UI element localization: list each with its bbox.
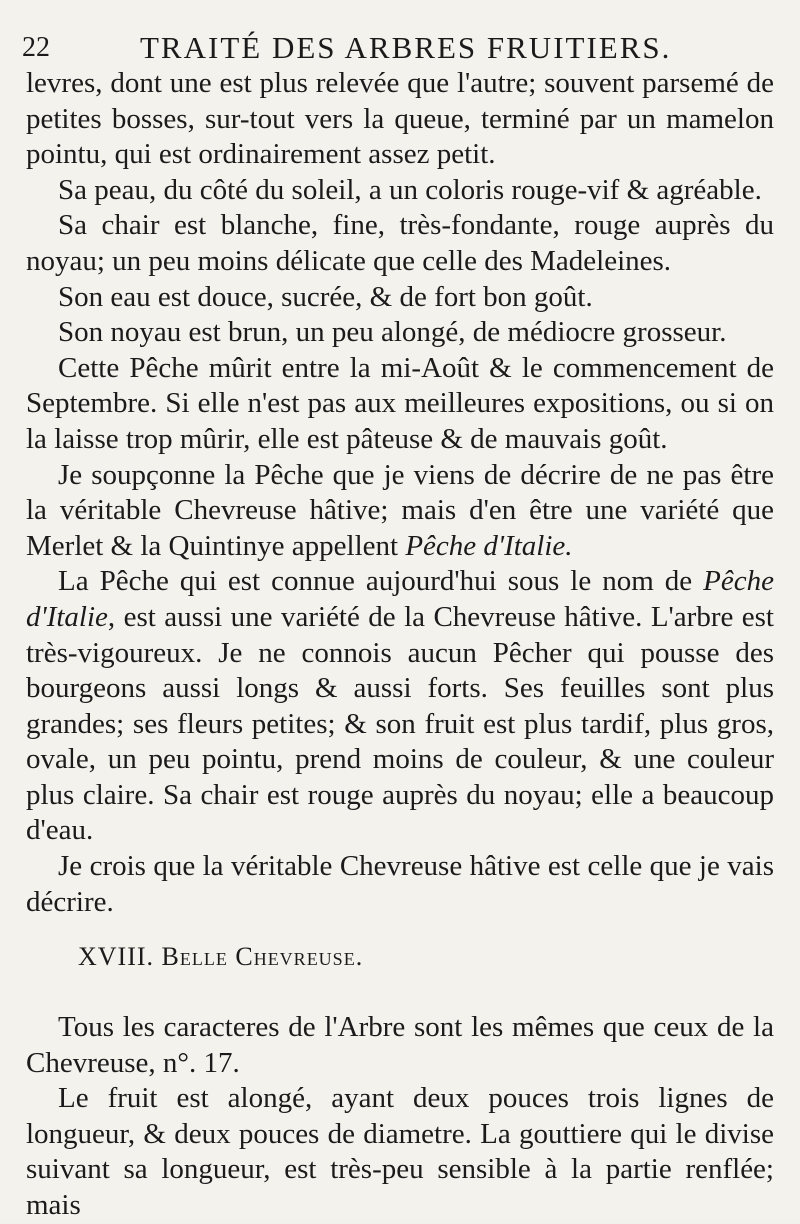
paragraph-text: , est aussi une variété de la Chevreuse hâtive. L'arbre est très-vigoureux. Je ne connois aucun Pêcher qui pousse des bourgeons aussi longs & aussi forts. Ses feuilles sont plus grandes; ses fleurs petites; & son fruit est plus tardif, plus gros, ovale, un peu pointu, prend moins de couleur, & une couleur plus claire. Sa chair est rouge auprès du noyau; elle a beaucoup d'eau.	[26, 600, 774, 847]
section-body	[26, 1010, 774, 1224]
paragraph-text: Je soupçonne la Pêche que je viens de décrire de ne pas être la véritable Chevreuse hâtive; mais d'en être une variété que Merlet & la Quintinye appellent	[26, 458, 774, 562]
paragraph: Cette Pêche mûrit entre la mi-Août & le commencement de Septembre. Si elle n'est pas aux meilleures expositions, ou si on la laisse trop mûrir, elle est pâteuse & de mauvais goût.	[26, 351, 774, 455]
paragraph: Son eau est douce, sucrée, & de fort bon goût.	[58, 280, 593, 313]
paragraph	[26, 564, 774, 849]
paragraph: Sa chair est blanche, fine, très-fondante, rouge auprès du noyau; un peu moins délicate que celle des Madeleines.	[26, 209, 774, 277]
paragraph: Son noyau est brun, un peu alongé, de médiocre grosseur.	[58, 316, 727, 349]
paragraph: Le fruit est alongé, ayant deux pouces trois lignes de longueur, & deux pouces de diametre. La gouttiere qui le divise suivant sa longueur, est très-peu sensible à la partie renflée; mais	[26, 1082, 774, 1221]
paragraph: Je crois que la véritable Chevreuse hâtive est celle que je vais décrire.	[26, 850, 774, 918]
paragraph: Sa peau, du côté du soleil, a un coloris rouge-vif & agréable.	[58, 173, 762, 206]
paragraph: levres, dont une est plus relevée que l'autre; souvent parsemé de petites bosses, sur-tout vers la queue, terminé par un mamelon pointu, qui est ordinairement assez petit.	[26, 67, 774, 171]
running-title: TRAITÉ DES ARBRES FRUITIERS.	[140, 30, 672, 65]
italic-term: Pêche d'Italie	[26, 565, 774, 633]
body-text	[26, 66, 774, 920]
paragraph: Tous les caracteres de l'Arbre sont les mêmes que ceux de la Chevreuse, n°. 17.	[26, 1011, 774, 1079]
italic-term: Pêche d'Italie.	[405, 529, 573, 562]
page-number: 22	[22, 32, 50, 63]
section-heading: XVIII. Belle Chevreuse.	[78, 942, 364, 971]
running-head	[22, 26, 782, 66]
paragraph	[26, 458, 774, 565]
paragraph-text: La Pêche qui est connue aujourd'hui sous le nom de	[58, 565, 704, 598]
